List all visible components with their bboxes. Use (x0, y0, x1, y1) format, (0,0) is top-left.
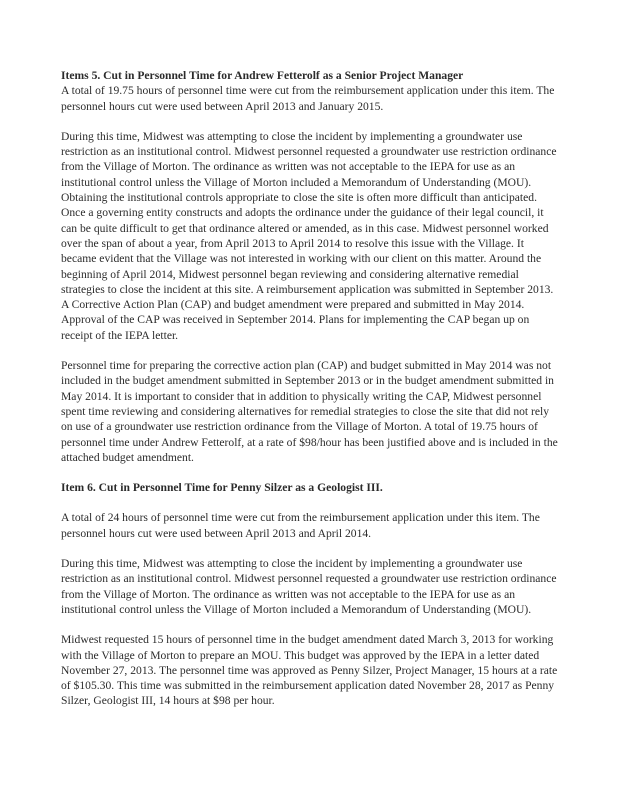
section-5-heading: Items 5. Cut in Personnel Time for Andrew Fetterolf as a Senior Project Manager (61, 69, 464, 82)
section-6-heading: Item 6. Cut in Personnel Time for Penny Silzer as a Geologist III. (61, 481, 383, 495)
section-5-paragraph-2: During this time, Midwest was attempting to close the incident by implementing a groundwater use restriction as an institutional control. Midwest personnel requested a groundwater use restriction ordinance from the Village of Morton. The ordinance as written was not acceptable to the IEPA for use as an institutional control unless the Village of Morton included a Memorandum of Understanding (MOU). Obtaining the institutional controls appropriate to close the site is often more difficult than anticipated. Once a governing entity constructs and adopts the ordinance under the guidance of their legal council, it can be quite difficult to get that ordinance altered or amended, as in this case. Midwest personnel worked over the span of about a year, from April 2013 to April 2014 to resolve this issue with the Village. It became evident that the Village was not interested in working with our client on this matter. Around the beginning of April 2014, Midwest personnel began reviewing and considering alternative remedial strategies to close the incident at this site. A reimbursement application was submitted in September 2013. A Corrective Action Plan (CAP) and budget amendment were prepared and submitted in May 2014. Approval of the CAP was received in September 2014. Plans for implementing the CAP began up on receipt of the IEPA letter. (61, 129, 557, 342)
section-5-paragraph-3: Personnel time for preparing the corrective action plan (CAP) and budget submitted in May 2014 was not included in the budget amendment submitted in September 2013 or in the budget amendment submitted in May 2014. It is important to consider that in addition to physically writing the CAP, Midwest personnel spent time reviewing and considering alternatives for remedial strategies to close the site that did not rely on use of a groundwater use restriction ordinance from the Village of Morton. A total of 19.75 hours of personnel time under Andrew Fetterolf, at a rate of $98/hour has been justified above and is included in the attached budget amendment. (61, 359, 558, 464)
section-6-paragraph-3: Midwest requested 15 hours of personnel time in the budget amendment dated March 3, 2013 for working with the Village of Morton to prepare an MOU. This budget was approved by the IEPA in a letter dated November 27, 2013. The personnel time was approved as Penny Silzer, Project Manager, 15 hours at a rate of $105.30. This time was submitted in the reimbursement application dated November 28, 2017 as Penny Silzer, Geologist III, 14 hours at $98 per hour. (61, 633, 558, 708)
section-6-paragraph-1: A total of 24 hours of personnel time were cut from the reimbursement application under this item. The personnel hours cut were used between April 2013 and April 2014. (61, 511, 540, 540)
document-body (61, 68, 558, 709)
section-5-paragraph-1: A total of 19.75 hours of personnel time were cut from the reimbursement application under this item. The personnel hours cut were used between April 2013 and January 2015. (61, 84, 555, 113)
section-6-paragraph-2: During this time, Midwest was attempting to close the incident by implementing a groundwater use restriction as an institutional control. Midwest personnel requested a groundwater use restriction ordinance from the Village of Morton. The ordinance as written was not acceptable to the IEPA for use as an institutional control unless the Village of Morton included a Memorandum of Understanding (MOU). (61, 557, 557, 616)
